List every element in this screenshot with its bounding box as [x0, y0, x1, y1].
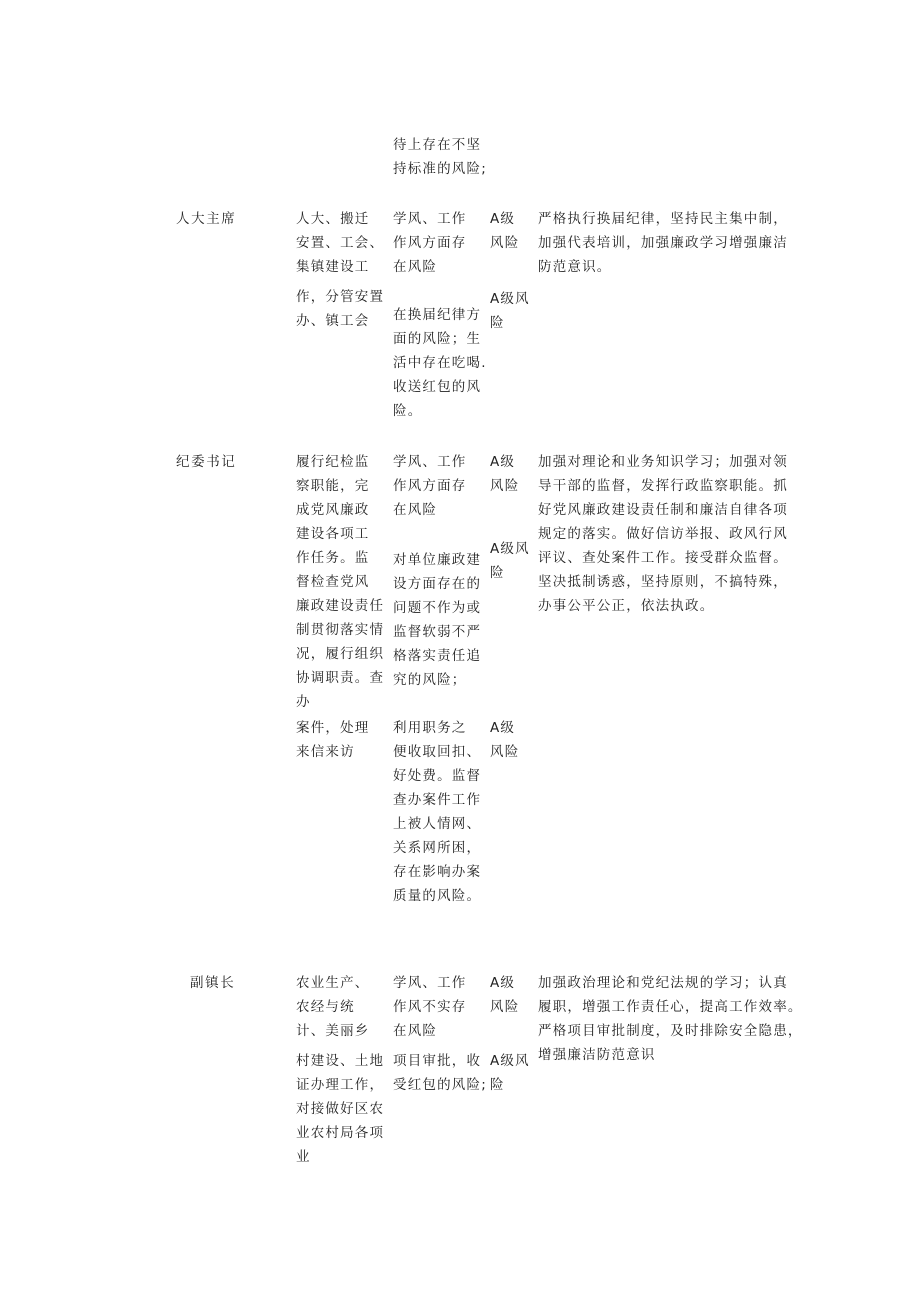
- duty-text: 作，分管安置 办、镇工会: [296, 289, 385, 329]
- risk-level: A级风 险: [490, 541, 530, 581]
- risk-level: A级 风险: [490, 975, 520, 1015]
- risk-level: A级 风险: [490, 211, 520, 251]
- role-name: 副镇长: [190, 975, 236, 991]
- role-name: 人大主席: [176, 211, 237, 227]
- duty-text: 建设各项工 作任务。监 督检查党风 廉政建设责任 制贯彻落实情 况，履行组织 协调职责。查 办: [296, 526, 385, 710]
- duty-text: 案件，处理 来信来访: [296, 720, 370, 760]
- role-name: 纪委书记: [176, 454, 237, 470]
- prevention-measure: 加强政治理论和党纪法规的学习；认真 履职，增强工作责任心，提高工作效率。 严格项目审批制度，及时排除安全隐患， 增强廉洁防范意识: [538, 975, 803, 1063]
- risk-text: 对单位廉政建 设方面存在的 问题不作为或 监督软弱不严 格落实责任追 究的风险；: [393, 552, 482, 688]
- risk-text: 学风、工作 作风方面存 在风险: [393, 454, 467, 518]
- risk-level: A级 风险: [490, 720, 520, 760]
- risk-level: A级风 险: [490, 1053, 530, 1093]
- risk-level: A级风 险: [490, 291, 530, 331]
- duty-text: 人大、搬迁 安置、工会、 集镇建设工: [296, 211, 385, 275]
- risk-text: 利用职务之 便收取回扣、 好处费。监督 查办案件工作 上被人情网、 关系网所困， 存在影响办案 质量的风险。: [393, 720, 482, 904]
- prevention-measure: 严格执行换届纪律，坚持民主集中制， 加强代表培训，加强廉政学习增强廉洁 防范意识。: [538, 211, 788, 275]
- prevention-measure: 加强对理论和业务知识学习；加强对领 导干部的监督，发挥行政监察职能。抓 好党风廉政建设责任制和廉洁自律各项 规定的落实。做好信访举报、政风行风 评议、查处案件工作。接受群众监督。 坚决抵制诱惑，坚持原则，不搞特殊， 办事公平公正，依法执政。: [538, 454, 788, 614]
- risk-text: 在换届纪律方 面的风险；生 活中存在吃喝. 收送红包的风 险。: [393, 307, 487, 419]
- risk-level: A级 风险: [490, 454, 520, 494]
- duty-text: 履行纪检监 察职能，完 成党风廉政: [296, 454, 370, 518]
- duty-text: 农业生产、 农经与统 计、美丽乡: [296, 975, 370, 1039]
- risk-text: 学风、工作 作风不实存 在风险: [393, 975, 467, 1039]
- duty-text: 村建设、土地 证办理工作， 对接做好区农 业农村局各项 业: [296, 1053, 385, 1165]
- risk-text: 项目审批，收 受红包的风险;: [393, 1053, 487, 1093]
- risk-text: 学风、工作 作风方面存 在风险: [393, 211, 467, 275]
- risk-continuation-text: 待上存在不坚 持标准的风险;: [393, 137, 487, 177]
